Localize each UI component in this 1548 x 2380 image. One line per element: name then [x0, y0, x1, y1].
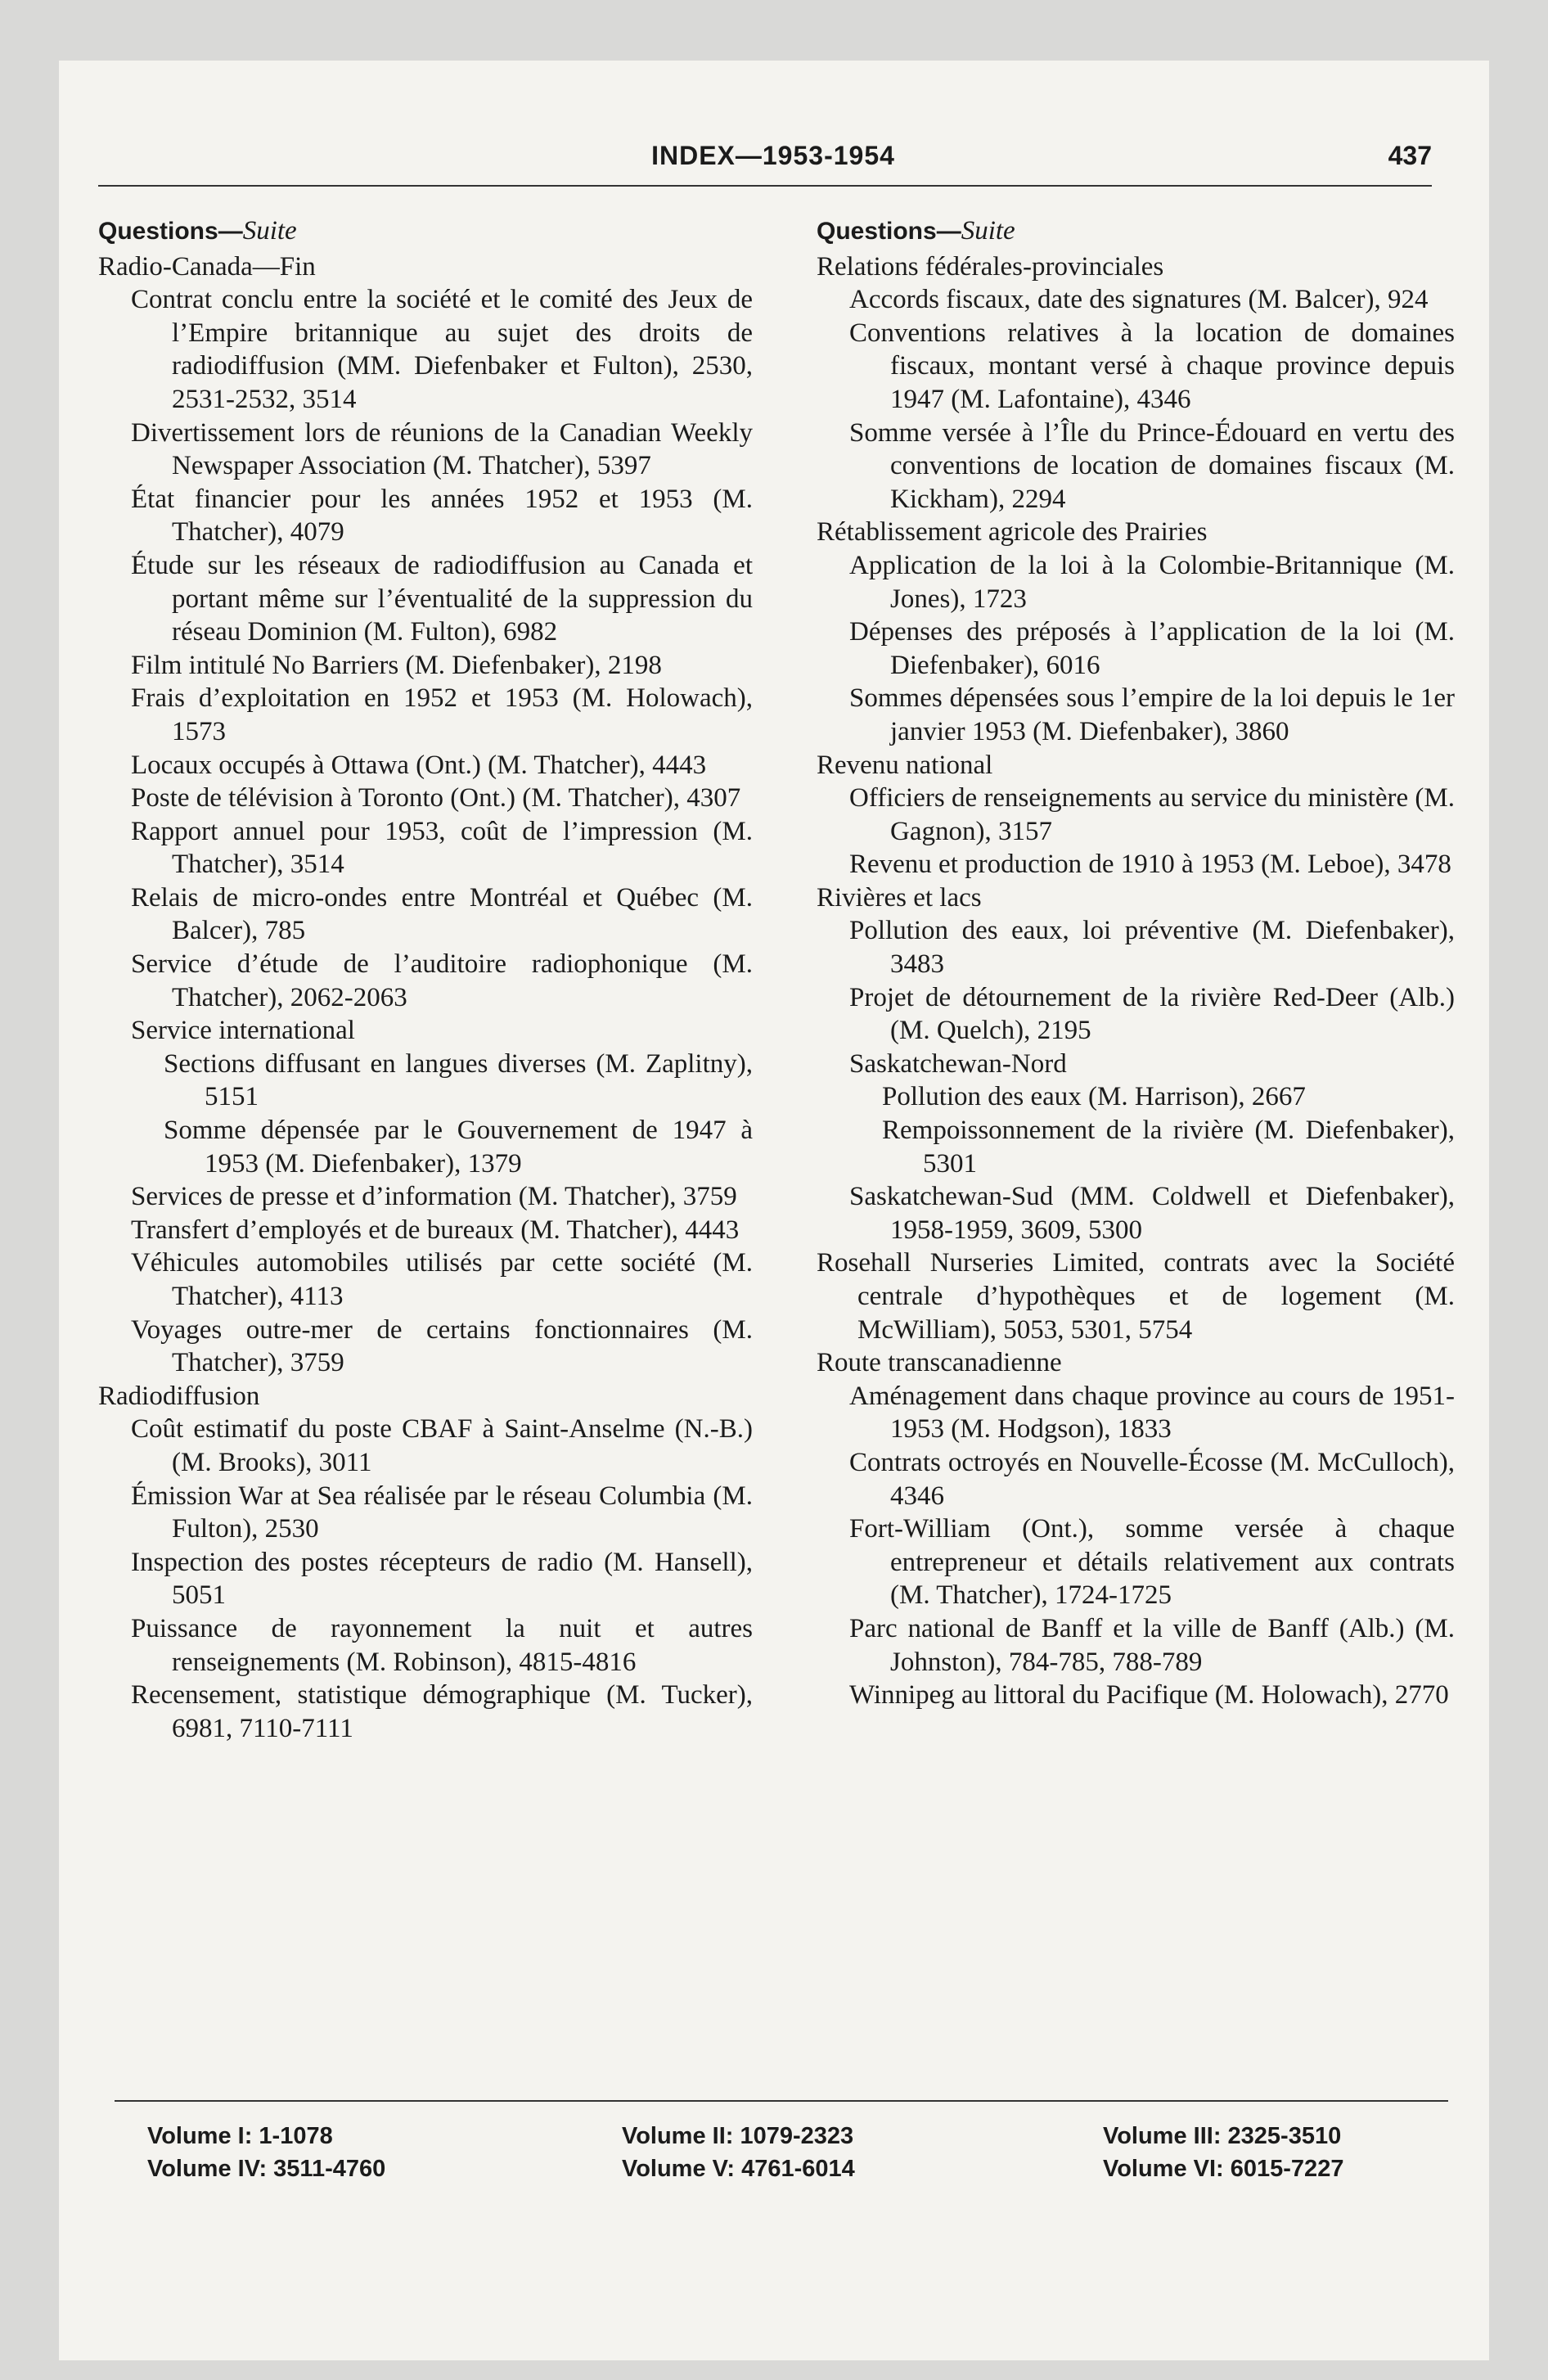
- index-heading: Radiodiffusion: [98, 1381, 260, 1411]
- footer-volumes-2: [622, 2120, 855, 2185]
- footer-line: Volume V: 4761-6014: [622, 2156, 855, 2182]
- footer-line: Volume IV: 3511-4760: [147, 2156, 386, 2182]
- heading-suffix: Suite: [242, 216, 297, 246]
- index-entry: Winnipeg au littoral du Pacifique (M. Holowach), 2770: [849, 1680, 1449, 1711]
- index-entry: Transfert d’employés et de bureaux (M. Thatcher), 4443: [131, 1215, 740, 1245]
- index-heading: Radio-Canada—Fin: [98, 251, 316, 282]
- index-entry: Émission War at Sea réalisée par le réseau Columbia (M. Fulton), 2530: [131, 1481, 753, 1544]
- index-entry: Relais de micro-ondes entre Montréal et Québec (M. Balcer), 785: [131, 882, 753, 946]
- left-column-heading: [98, 214, 753, 249]
- index-entry: Fort-William (Ont.), somme versée à chaque entrepreneur et détails relativement aux contrats (M. Thatcher), 1724-1725: [849, 1514, 1455, 1611]
- footer-volumes-1: [147, 2120, 385, 2185]
- index-entry: Sommes dépensées sous l’empire de la loi depuis le 1er janvier 1953 (M. Diefenbaker), 3860: [849, 683, 1455, 746]
- index-entry: Parc national de Banff et la ville de Banff (Alb.) (M. Johnston), 784-785, 788-789: [849, 1613, 1455, 1677]
- index-entry: Frais d’exploitation en 1952 et 1953 (M. Holowach), 1573: [131, 683, 753, 746]
- index-heading: Rosehall Nurseries Limited, contrats avec la Société centrale d’hypothèques et de logement (M. McWilliam), 5053, 5301, 5754: [817, 1248, 1455, 1345]
- footer-line: Volume VI: 6015-7227: [1103, 2156, 1344, 2182]
- index-entry: Saskatchewan-Sud (MM. Coldwell et Diefenbaker), 1958-1959, 3609, 5300: [849, 1182, 1455, 1245]
- index-entry: Rempoissonnement de la rivière (M. Diefenbaker), 5301: [882, 1116, 1455, 1179]
- page-header: [115, 141, 1432, 180]
- index-entry: Divertissement lors de réunions de la Canadian Weekly Newspaper Association (M. Thatcher), 5397: [131, 417, 753, 481]
- footer-line: Volume I: 1-1078: [147, 2123, 333, 2149]
- index-entry: Véhicules automobiles utilisés par cette société (M. Thatcher), 4113: [131, 1248, 753, 1311]
- index-entry: Sections diffusant en langues diverses (M. Zaplitny), 5151: [164, 1048, 753, 1112]
- index-entry: Poste de télévision à Toronto (Ont.) (M. Thatcher), 4307: [131, 783, 741, 814]
- index-entry: Inspection des postes récepteurs de radio (M. Hansell), 5051: [131, 1547, 753, 1611]
- index-entry: Aménagement dans chaque province au cours de 1951-1953 (M. Hodgson), 1833: [849, 1381, 1455, 1445]
- index-entry: Locaux occupés à Ottawa (Ont.) (M. Thatcher), 4443: [131, 750, 707, 780]
- index-entry: Coût estimatif du poste CBAF à Saint-Anselme (N.-B.) (M. Brooks), 3011: [131, 1414, 753, 1477]
- index-entry: Conventions relatives à la location de domaines fiscaux, montant versé à chaque province depuis 1947 (M. Lafontaine), 4346: [849, 318, 1455, 414]
- page-title: INDEX—1953-1954: [651, 141, 895, 170]
- index-entry: Officiers de renseignements au service du ministère (M. Gagnon), 3157: [849, 783, 1455, 846]
- index-entry: Application de la loi à la Colombie-Britannique (M. Jones), 1723: [849, 550, 1455, 614]
- index-entry: Service international: [131, 1016, 355, 1046]
- index-entry: Saskatchewan-Nord: [849, 1048, 1067, 1079]
- index-entry: Pollution des eaux (M. Harrison), 2667: [882, 1082, 1306, 1112]
- index-heading: Rétablissement agricole des Prairies: [817, 517, 1208, 548]
- index-entry: Rapport annuel pour 1953, coût de l’impression (M. Thatcher), 3514: [131, 816, 753, 880]
- index-entry: Service d’étude de l’auditoire radiophonique (M. Thatcher), 2062-2063: [131, 949, 753, 1012]
- footer-line: Volume II: 1079-2323: [622, 2123, 854, 2149]
- index-entry: Somme versée à l’Île du Prince-Édouard en vertu des conventions de location de domaines fiscaux (M. Kickham), 2294: [849, 417, 1455, 514]
- footer-volumes-3: [1103, 2120, 1343, 2185]
- index-entry: Puissance de rayonnement la nuit et autres renseignements (M. Robinson), 4815-4816: [131, 1613, 753, 1677]
- index-entry: Projet de détournement de la rivière Red-Deer (Alb.) (M. Quelch), 2195: [849, 982, 1455, 1046]
- left-column: [98, 214, 753, 1745]
- index-entry: Étude sur les réseaux de radiodiffusion au Canada et portant même sur l’éventualité de la suppression du réseau Dominion (M. Fulton), 6982: [131, 550, 753, 647]
- right-column: [817, 214, 1455, 1712]
- index-entry: Dépenses des préposés à l’application de la loi (M. Diefenbaker), 6016: [849, 617, 1455, 680]
- right-column-heading: [817, 214, 1455, 249]
- heading-suffix: Suite: [961, 216, 1015, 246]
- index-entry: Pollution des eaux, loi préventive (M. Diefenbaker), 3483: [849, 916, 1455, 980]
- index-heading: Revenu national: [817, 750, 993, 780]
- heading-text: Questions—: [817, 218, 961, 245]
- index-entry: Services de presse et d’information (M. Thatcher), 3759: [131, 1182, 737, 1212]
- index-entry: Film intitulé No Barriers (M. Diefenbaker), 2198: [131, 650, 662, 680]
- index-heading: Relations fédérales-provinciales: [817, 251, 1164, 282]
- heading-text: Questions—: [98, 218, 243, 245]
- index-entry: Contrats octroyés en Nouvelle-Écosse (M. McCulloch), 4346: [849, 1447, 1455, 1511]
- page-number: 437: [1388, 141, 1432, 170]
- index-entry: Recensement, statistique démographique (M. Tucker), 6981, 7110-7111: [131, 1680, 753, 1743]
- header-rule: [98, 185, 1432, 187]
- index-entry: État financier pour les années 1952 et 1953 (M. Thatcher), 4079: [131, 484, 753, 548]
- index-heading: Rivières et lacs: [817, 882, 982, 913]
- index-entry: Somme dépensée par le Gouvernement de 1947 à 1953 (M. Diefenbaker), 1379: [164, 1116, 753, 1179]
- index-entry: Voyages outre-mer de certains fonctionnaires (M. Thatcher), 3759: [131, 1314, 753, 1378]
- index-heading: Route transcanadienne: [817, 1348, 1062, 1378]
- index-entry: Accords fiscaux, date des signatures (M. Balcer), 924: [849, 285, 1429, 315]
- index-entry: Contrat conclu entre la société et le comité des Jeux de l’Empire britannique au sujet des droits de radiodiffusion (MM. Diefenbaker et Fulton), 2530, 2531-2532, 3514: [131, 285, 753, 414]
- footer-rule: [115, 2100, 1448, 2102]
- index-entry: Revenu et production de 1910 à 1953 (M. Leboe), 3478: [849, 850, 1451, 880]
- footer-line: Volume III: 2325-3510: [1103, 2123, 1342, 2149]
